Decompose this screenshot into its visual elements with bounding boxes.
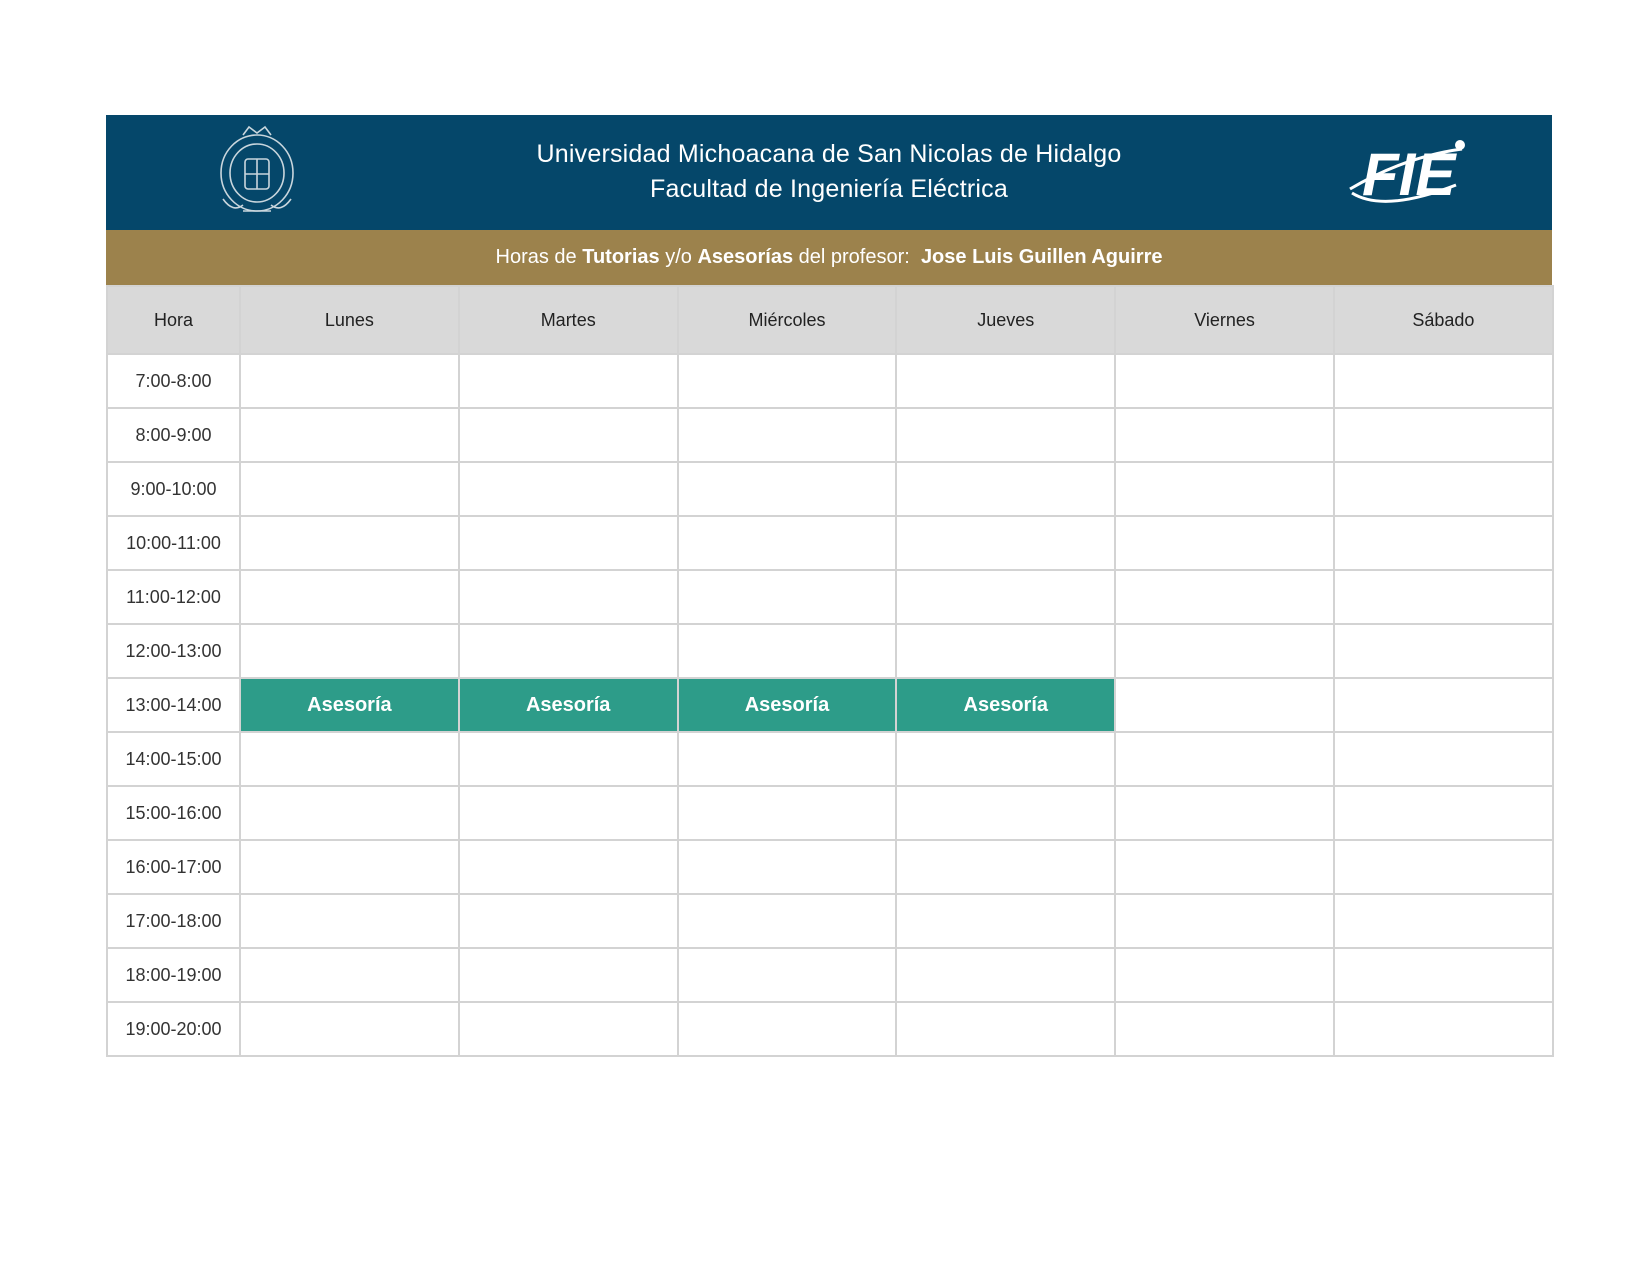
- schedule-cell-empty: [896, 948, 1115, 1002]
- schedule-sheet: [106, 115, 1552, 1057]
- schedule-cell-empty: [896, 570, 1115, 624]
- schedule-cell-empty: [1334, 948, 1553, 1002]
- schedule-cell-empty: [896, 462, 1115, 516]
- schedule-cell-empty: [678, 462, 897, 516]
- schedule-cell-empty: [1334, 840, 1553, 894]
- schedule-cell-empty: [459, 786, 678, 840]
- schedule-cell-empty: [459, 462, 678, 516]
- column-header-miercoles: Miércoles: [678, 286, 897, 354]
- table-row: [107, 570, 1553, 624]
- schedule-cell-empty: [459, 732, 678, 786]
- time-slot-label: 7:00-8:00: [107, 354, 240, 408]
- time-slot-label: 15:00-16:00: [107, 786, 240, 840]
- time-slot-label: 12:00-13:00: [107, 624, 240, 678]
- table-row: [107, 786, 1553, 840]
- schedule-cell-empty: [1334, 624, 1553, 678]
- header-titles: [106, 137, 1552, 207]
- time-slot-label: 19:00-20:00: [107, 1002, 240, 1056]
- professor-name: Jose Luis Guillen Aguirre: [920, 246, 1163, 268]
- schedule-cell-empty: [1115, 354, 1334, 408]
- table-row: [107, 354, 1553, 408]
- fie-logo-text: FIE: [1362, 141, 1456, 208]
- schedule-cell-empty: [1334, 786, 1553, 840]
- schedule-cell-empty: [240, 894, 459, 948]
- schedule-cell-empty: [678, 570, 897, 624]
- schedule-cell-empty: [1115, 516, 1334, 570]
- schedule-cell-empty: [240, 948, 459, 1002]
- banner-prefix: Horas de: [495, 246, 577, 268]
- faculty-name: Facultad de Ingeniería Eléctrica: [650, 175, 1008, 203]
- schedule-cell-empty: [896, 354, 1115, 408]
- table-row: [107, 462, 1553, 516]
- time-slot-label: 17:00-18:00: [107, 894, 240, 948]
- schedule-cell-empty: [240, 840, 459, 894]
- time-slot-label: 10:00-11:00: [107, 516, 240, 570]
- schedule-cell-empty: [240, 732, 459, 786]
- schedule-cell-empty: [1115, 786, 1334, 840]
- schedule-cell-empty: [1334, 408, 1553, 462]
- banner-tutorias: Tutorias: [582, 246, 660, 268]
- schedule-cell-empty: [1334, 678, 1553, 732]
- schedule-table: [106, 285, 1554, 1057]
- column-header-sabado: Sábado: [1334, 286, 1553, 354]
- schedule-cell-empty: [459, 570, 678, 624]
- schedule-cell-empty: [1334, 1002, 1553, 1056]
- time-slot-label: 16:00-17:00: [107, 840, 240, 894]
- schedule-cell-empty: [1334, 516, 1553, 570]
- professor-banner: [106, 230, 1552, 285]
- schedule-cell-empty: [1115, 732, 1334, 786]
- university-name: Universidad Michoacana de San Nicolas de Hidalgo: [536, 140, 1122, 168]
- schedule-cell-empty: [896, 408, 1115, 462]
- schedule-cell-empty: [678, 624, 897, 678]
- time-slot-label: 18:00-19:00: [107, 948, 240, 1002]
- schedule-cell-empty: [1115, 840, 1334, 894]
- schedule-cell-asesoria: Asesoría: [678, 678, 897, 732]
- schedule-cell-asesoria: Asesoría: [896, 678, 1115, 732]
- column-header-hora: Hora: [107, 286, 240, 354]
- schedule-cell-empty: [240, 516, 459, 570]
- column-header-viernes: Viernes: [1115, 286, 1334, 354]
- schedule-cell-empty: [1334, 570, 1553, 624]
- schedule-cell-empty: [1115, 948, 1334, 1002]
- schedule-cell-empty: [678, 732, 897, 786]
- banner-middle: del profesor:: [798, 246, 910, 268]
- schedule-cell-empty: [1334, 894, 1553, 948]
- table-row: [107, 1002, 1553, 1056]
- schedule-cell-empty: [678, 894, 897, 948]
- table-row: [107, 408, 1553, 462]
- schedule-cell-empty: [459, 516, 678, 570]
- schedule-cell-empty: [678, 354, 897, 408]
- schedule-cell-empty: [1115, 570, 1334, 624]
- schedule-cell-empty: [240, 1002, 459, 1056]
- time-slot-label: 14:00-15:00: [107, 732, 240, 786]
- fie-logo: [1344, 127, 1474, 213]
- schedule-cell-empty: [896, 840, 1115, 894]
- banner-connector: y/o: [665, 246, 692, 268]
- schedule-cell-empty: [1334, 732, 1553, 786]
- schedule-cell-empty: [459, 354, 678, 408]
- schedule-cell-empty: [1115, 894, 1334, 948]
- table-row: [107, 894, 1553, 948]
- schedule-cell-empty: [1115, 462, 1334, 516]
- schedule-cell-empty: [459, 408, 678, 462]
- schedule-cell-empty: [678, 1002, 897, 1056]
- schedule-cell-empty: [1115, 1002, 1334, 1056]
- banner-asesorias: Asesorías: [697, 246, 794, 268]
- schedule-cell-empty: [896, 894, 1115, 948]
- table-row: [107, 732, 1553, 786]
- schedule-cell-empty: [459, 948, 678, 1002]
- column-header-martes: Martes: [459, 286, 678, 354]
- time-slot-label: 8:00-9:00: [107, 408, 240, 462]
- schedule-cell-asesoria: Asesoría: [240, 678, 459, 732]
- schedule-cell-empty: [1115, 624, 1334, 678]
- time-slot-label: 11:00-12:00: [107, 570, 240, 624]
- schedule-cell-empty: [896, 732, 1115, 786]
- table-row: [107, 624, 1553, 678]
- schedule-cell-empty: [678, 948, 897, 1002]
- schedule-cell-empty: [1334, 462, 1553, 516]
- header-row: [107, 286, 1553, 354]
- table-row: [107, 516, 1553, 570]
- schedule-cell-empty: [678, 786, 897, 840]
- schedule-cell-empty: [459, 624, 678, 678]
- header-banner: [106, 115, 1552, 230]
- schedule-cell-empty: [459, 840, 678, 894]
- table-row: [107, 678, 1553, 732]
- table-row: [107, 948, 1553, 1002]
- schedule-cell-empty: [240, 570, 459, 624]
- schedule-cell-empty: [1334, 354, 1553, 408]
- schedule-cell-empty: [240, 354, 459, 408]
- schedule-cell-empty: [459, 1002, 678, 1056]
- schedule-cell-empty: [240, 624, 459, 678]
- schedule-cell-empty: [1115, 678, 1334, 732]
- schedule-cell-empty: [459, 894, 678, 948]
- schedule-cell-empty: [678, 516, 897, 570]
- table-row: [107, 840, 1553, 894]
- schedule-cell-asesoria: Asesoría: [459, 678, 678, 732]
- column-header-jueves: Jueves: [896, 286, 1115, 354]
- schedule-cell-empty: [896, 624, 1115, 678]
- schedule-cell-empty: [678, 840, 897, 894]
- schedule-cell-empty: [240, 462, 459, 516]
- schedule-cell-empty: [678, 408, 897, 462]
- time-slot-label: 9:00-10:00: [107, 462, 240, 516]
- schedule-cell-empty: [240, 408, 459, 462]
- schedule-cell-empty: [896, 786, 1115, 840]
- column-header-lunes: Lunes: [240, 286, 459, 354]
- time-slot-label: 13:00-14:00: [107, 678, 240, 732]
- schedule-cell-empty: [896, 1002, 1115, 1056]
- schedule-cell-empty: [240, 786, 459, 840]
- schedule-cell-empty: [896, 516, 1115, 570]
- schedule-cell-empty: [1115, 408, 1334, 462]
